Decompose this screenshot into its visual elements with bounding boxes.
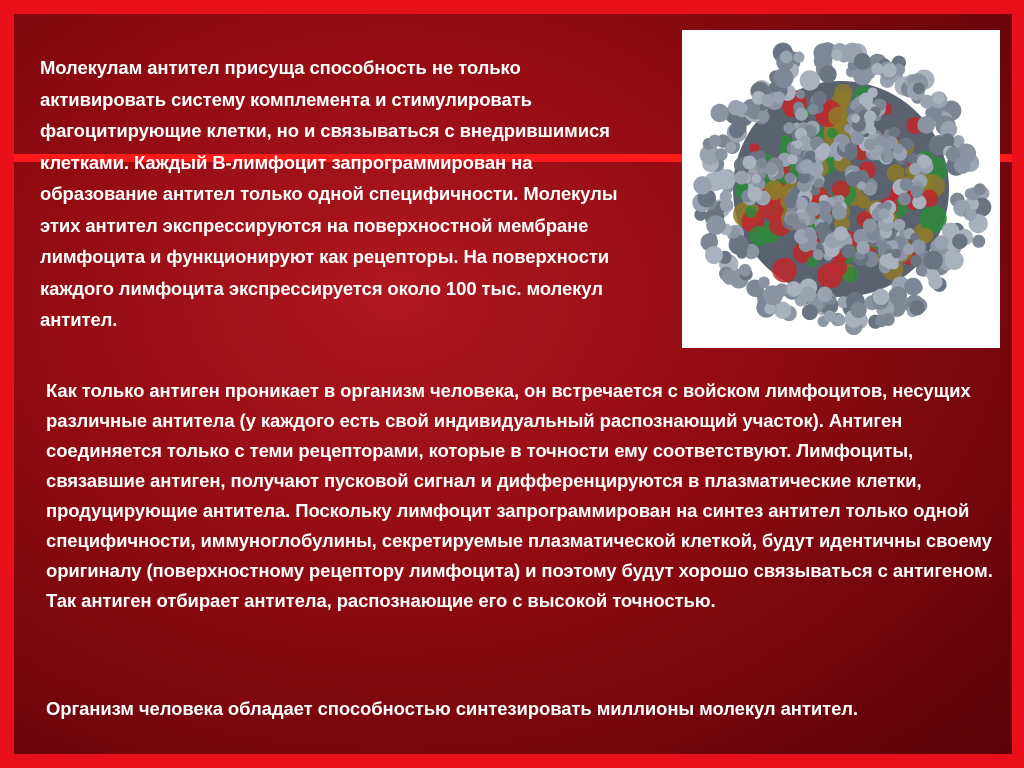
virus-capsid-icon: [682, 30, 1000, 348]
paragraph-antibody-properties: Молекулам антител присуща способность не только активировать систему комплемента и стимулировать фагоцитирующие клетки, но и связываться с внедрившимися клетками. Каждый В-лимфоцит запрограммирован на образование антител только одной специфичности. Молекулы этих антител экспрессируются на поверхностной мембране лимфоцита и функционируют как рецепторы. На поверхности каждого лимфоцита экспрессируется около 100 тыс. молекул антител.: [40, 57, 618, 330]
paragraph-antibody-synthesis: Организм человека обладает способностью синтезировать миллионы молекул антител.: [46, 698, 858, 719]
paragraph-antigen-selection: Как только антиген проникает в организм человека, он встречается с войском лимфоцитов, несущих различные антитела (у каждого есть свой индивидуальный распознающий участок). Антиген соединяется только с теми рецепторами, которые в точности ему соответствуют. Лимфоциты, связавшие антиген, получают пусковой сигнал и дифференцируются в плазматические клетки, продуцирующие антитела. Поскольку лимфоцит запрограммирован на синтез антител только одной специфичности, иммуноглобулины, секретируемые плазматической клеткой, будут идентичны своему оригиналу (поверхностному рецептору лимфоцита) и поэтому будут хорошо связываться с антигеном. Так антиген отбирает антитела, распознающие его с высокой точностью.: [46, 380, 993, 611]
slide: [14, 14, 1012, 754]
virus-image: [682, 30, 1000, 348]
